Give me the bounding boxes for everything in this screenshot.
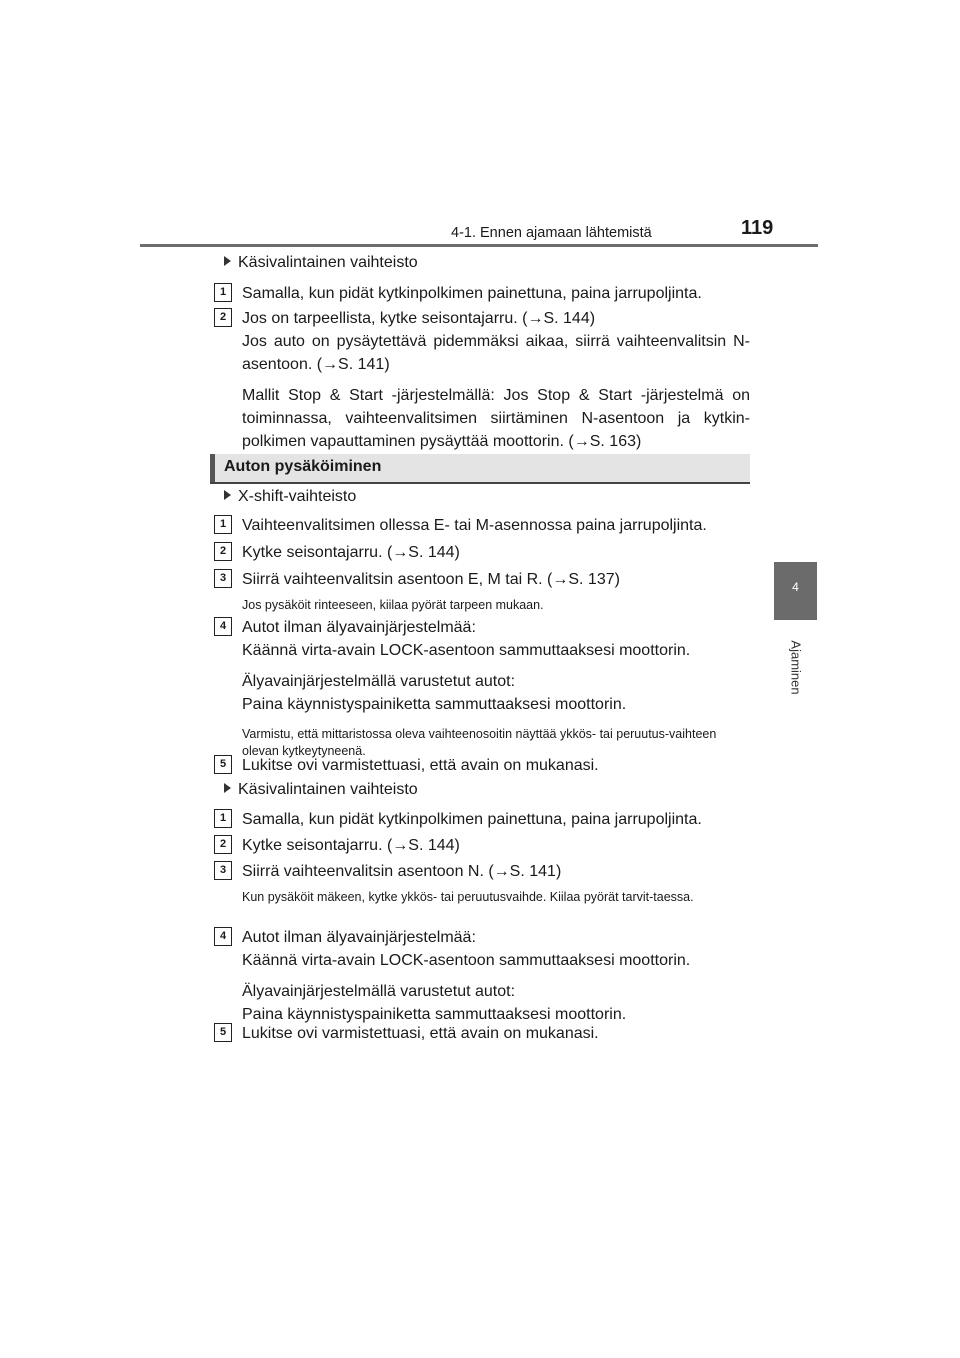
step-1 — [214, 808, 750, 831]
step-1 — [214, 282, 750, 305]
step-text: Autot ilman älyavainjärjestelmää: Käännä virta-avain LOCK-asentoon sammuttaaksesi moottorin. — [242, 929, 691, 969]
step-note: Varmistu, että mittaristossa oleva vaihteenosoitin näyttää ykkös- tai peruutus-vaihteen olevan kytkeytyneenä. — [242, 727, 717, 758]
step-text: Vaihteenvalitsimen ollessa E- tai M-asennossa paina jarrupoljinta. — [242, 517, 707, 534]
step-number: 1 — [214, 515, 232, 534]
step-text: Samalla, kun pidät kytkinpolkimen painettuna, paina jarrupoljinta. — [242, 285, 702, 302]
subheading-xshift — [224, 488, 356, 506]
header-divider — [140, 244, 818, 247]
section-heading — [210, 454, 750, 484]
chapter-label: Ajaminen — [788, 640, 804, 695]
step-text: Siirrä vaihteenvalitsin asentoon N. (→S. 141) — [242, 863, 562, 880]
step-note: Jos pysäköit rinteeseen, kiilaa pyörät tarpeen mukaan. — [242, 598, 544, 612]
step-number: 2 — [214, 542, 232, 561]
step-4 — [214, 926, 750, 1026]
step-number: 2 — [214, 308, 232, 327]
subheading-manual-stop — [224, 254, 418, 272]
subheading-label: Käsivalintainen vaihteisto — [238, 781, 418, 798]
triangle-bullet-icon — [224, 490, 231, 500]
step-5 — [214, 754, 750, 777]
step-number: 1 — [214, 283, 232, 302]
triangle-bullet-icon — [224, 783, 231, 793]
step-number: 2 — [214, 835, 232, 854]
chapter-tab: 4 — [774, 562, 817, 620]
step-extra: Mallit Stop & Start -järjestelmällä: Jos Stop & Start -järjestelmä on toiminnassa, vaihteenvalitsimen siirtäminen N-asentoon ja kytkin-polkimen vapauttaminen pysäyttää moottorin. (→S. 163) — [242, 387, 750, 450]
page-number: 119 — [741, 217, 774, 239]
step-text: Lukitse ovi varmistettuasi, että avain on mukanasi. — [242, 1025, 599, 1042]
step-number: 4 — [214, 617, 232, 636]
step-text: Kytke seisontajarru. (→S. 144) — [242, 544, 460, 561]
step-extra: Älyavainjärjestelmällä varustetut autot: Paina käynnistyspainiketta sammuttaaksesi moottorin. — [242, 673, 627, 713]
step-text: Jos on tarpeellista, kytke seisontajarru. (→S. 144) Jos auto on pysäytettävä pidemmäksi aikaa, siirrä vaihteenvalitsin N-asentoon. (→S. 141) — [242, 310, 750, 373]
step-number: 4 — [214, 927, 232, 946]
step-4 — [214, 616, 750, 764]
step-2 — [214, 307, 750, 453]
step-text: Autot ilman älyavainjärjestelmää: Käännä virta-avain LOCK-asentoon sammuttaaksesi moottorin. — [242, 619, 691, 659]
step-2 — [214, 541, 750, 564]
subheading-manual-park — [224, 781, 418, 799]
step-3 — [214, 568, 750, 618]
subheading-label: Käsivalintainen vaihteisto — [238, 254, 418, 271]
step-number: 3 — [214, 861, 232, 880]
step-number: 3 — [214, 569, 232, 588]
step-text: Kytke seisontajarru. (→S. 144) — [242, 837, 460, 854]
step-number: 5 — [214, 1023, 232, 1042]
heading-accent-bar — [210, 454, 215, 482]
step-2 — [214, 834, 750, 857]
step-note: Kun pysäköit mäkeen, kytke ykkös- tai peruutusvaihde. Kiilaa pyörät tarvit-taessa. — [242, 890, 694, 904]
step-extra: Älyavainjärjestelmällä varustetut autot: Paina käynnistyspainiketta sammuttaaksesi moottorin. — [242, 983, 627, 1023]
step-number: 1 — [214, 809, 232, 828]
step-5 — [214, 1022, 750, 1045]
running-header: 4-1. Ennen ajamaan lähtemistä — [451, 225, 652, 241]
step-text: Siirrä vaihteenvalitsin asentoon E, M tai R. (→S. 137) — [242, 571, 620, 588]
triangle-bullet-icon — [224, 256, 231, 266]
subheading-label: X-shift-vaihteisto — [238, 488, 357, 505]
step-3 — [214, 860, 750, 910]
section-heading-label: Auton pysäköiminen — [224, 458, 382, 475]
step-text: Lukitse ovi varmistettuasi, että avain on mukanasi. — [242, 757, 599, 774]
step-number: 5 — [214, 755, 232, 774]
step-text: Samalla, kun pidät kytkinpolkimen painettuna, paina jarrupoljinta. — [242, 811, 702, 828]
step-1 — [214, 514, 750, 537]
